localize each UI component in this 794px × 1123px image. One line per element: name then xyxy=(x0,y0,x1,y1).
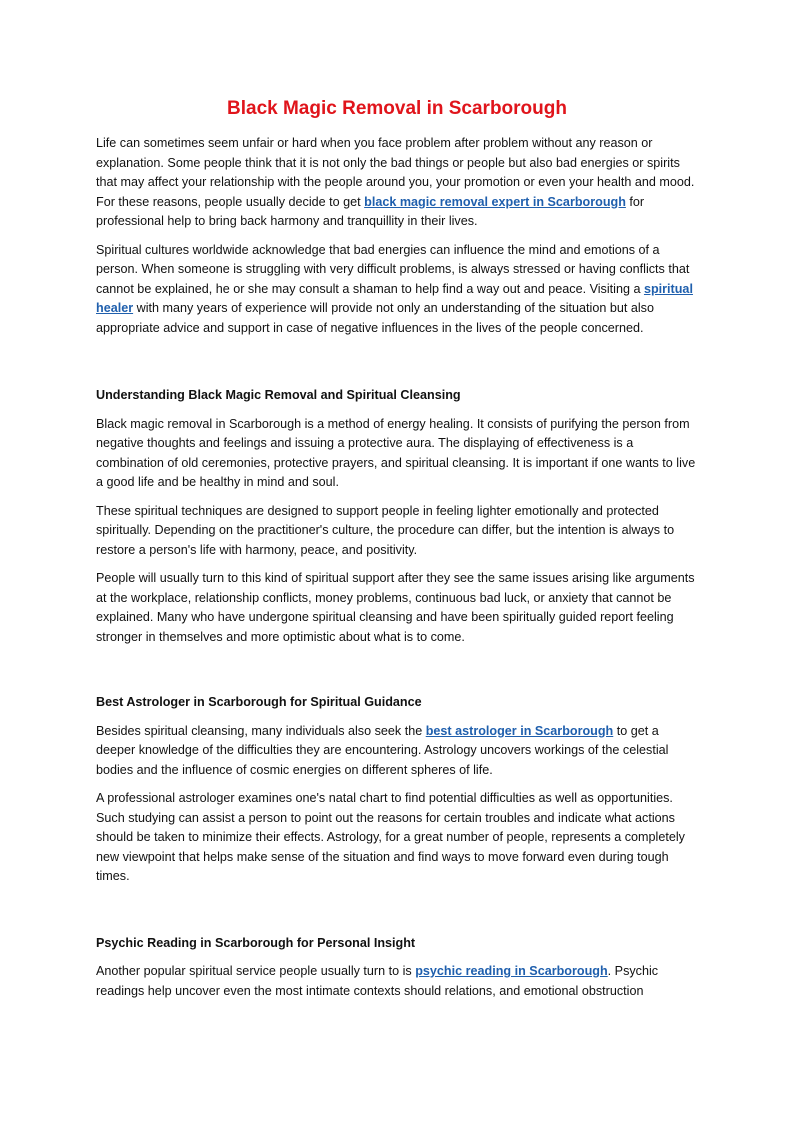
text: Life can sometimes seem unfair or hard when you face problem after problem without any reason or explanation. Some people think that it is not only the bad things or people but also bad energies or spirits that may affect your relationship with the people around you, your promotion or even your health and mood. For these reasons, people usually decide to get xyxy=(96,136,695,209)
best-astrologer-link[interactable]: best astrologer in Scarborough xyxy=(425,723,614,738)
black-magic-removal-expert-link[interactable]: black magic removal expert in Scarborough xyxy=(364,194,626,209)
intro-paragraph-2 xyxy=(96,241,698,339)
section1-paragraph-1: Black magic removal in Scarborough is a method of energy healing. It consists of purifying the person from negative thoughts and feelings and issuing a protective aura. The displaying of effectiveness is a combination of old ceremonies, protective prayers, and spiritual cleansing. It is important if one wants to live a good life and be healthy in mind and soul. xyxy=(96,416,696,489)
spacer xyxy=(96,896,698,934)
text: Another popular spiritual service people usually turn to is xyxy=(96,964,416,978)
section-heading-psychic: Psychic Reading in Scarborough for Personal Insight xyxy=(96,935,416,950)
spiritual-healer-link[interactable]: spiritual healer xyxy=(96,281,693,315)
intro-paragraph-1 xyxy=(96,134,698,232)
text: . Psychic readings help uncover even the most intimate contexts should relations, and emotional obstruction xyxy=(96,964,659,998)
text: Spiritual cultures worldwide acknowledge that bad energies can influence the mind and emotions of a person. When someone is struggling with very difficult problems, is always stressed or having conflicts that cannot be explained, he or she may consult a shaman to help find a way out and peace. Visiting a xyxy=(96,242,690,296)
section-heading-astrologer: Best Astrologer in Scarborough for Spiritual Guidance xyxy=(96,695,422,709)
document-page xyxy=(96,96,698,1010)
page-title: Black Magic Removal in Scarborough xyxy=(227,98,567,119)
section2-paragraph-2: A professional astrologer examines one's natal chart to find potential difficulties as well as opportunities. Such studying can assist a person to point out the reasons for certain troubles and indicate what actions should be taken to minimize their effects. Astrology, for a great number of people, represents a completely new viewpoint that helps make sense of the situation and find ways to move forward even during tough times. xyxy=(96,791,685,883)
section2-paragraph-1 xyxy=(96,722,698,781)
section1-paragraph-3: People will usually turn to this kind of spiritual support after they see the same issues arising like arguments at the workplace, relationship conflicts, money problems, continuous bad luck, or anxiety that cannot be explained. Many who have undergone spiritual cleansing and have been spiritually guided report feeling stronger in themselves and more optimistic about what is to come. xyxy=(96,571,695,644)
spacer xyxy=(96,347,698,386)
section3-paragraph-1 xyxy=(96,962,698,1001)
section1-paragraph-2: These spiritual techniques are designed to support people in feeling lighter emotionally and protected spiritually. Depending on the practitioner's culture, the procedure can differ, but the intention is always to restore a person's life with harmony, peace, and positivity. xyxy=(96,503,675,557)
spacer xyxy=(96,656,698,693)
text: Besides spiritual cleansing, many individuals also seek the xyxy=(96,723,426,738)
section-heading-understanding: Understanding Black Magic Removal and Spiritual Cleansing xyxy=(96,388,461,402)
text: with many years of experience will provide not only an understanding of the situation but also appropriate advice and support in case of negative influences in the lives of the people concerned. xyxy=(96,301,654,335)
text: for professional help to bring back harmony and tranquillity in their lives. xyxy=(96,194,645,228)
psychic-reading-link[interactable]: psychic reading in Scarborough xyxy=(415,964,608,978)
text: to get a deeper knowledge of the difficulties they are encountering. Astrology uncovers workings of the celestial bodies and the influence of cosmic energies on different spheres of life. xyxy=(96,723,669,777)
